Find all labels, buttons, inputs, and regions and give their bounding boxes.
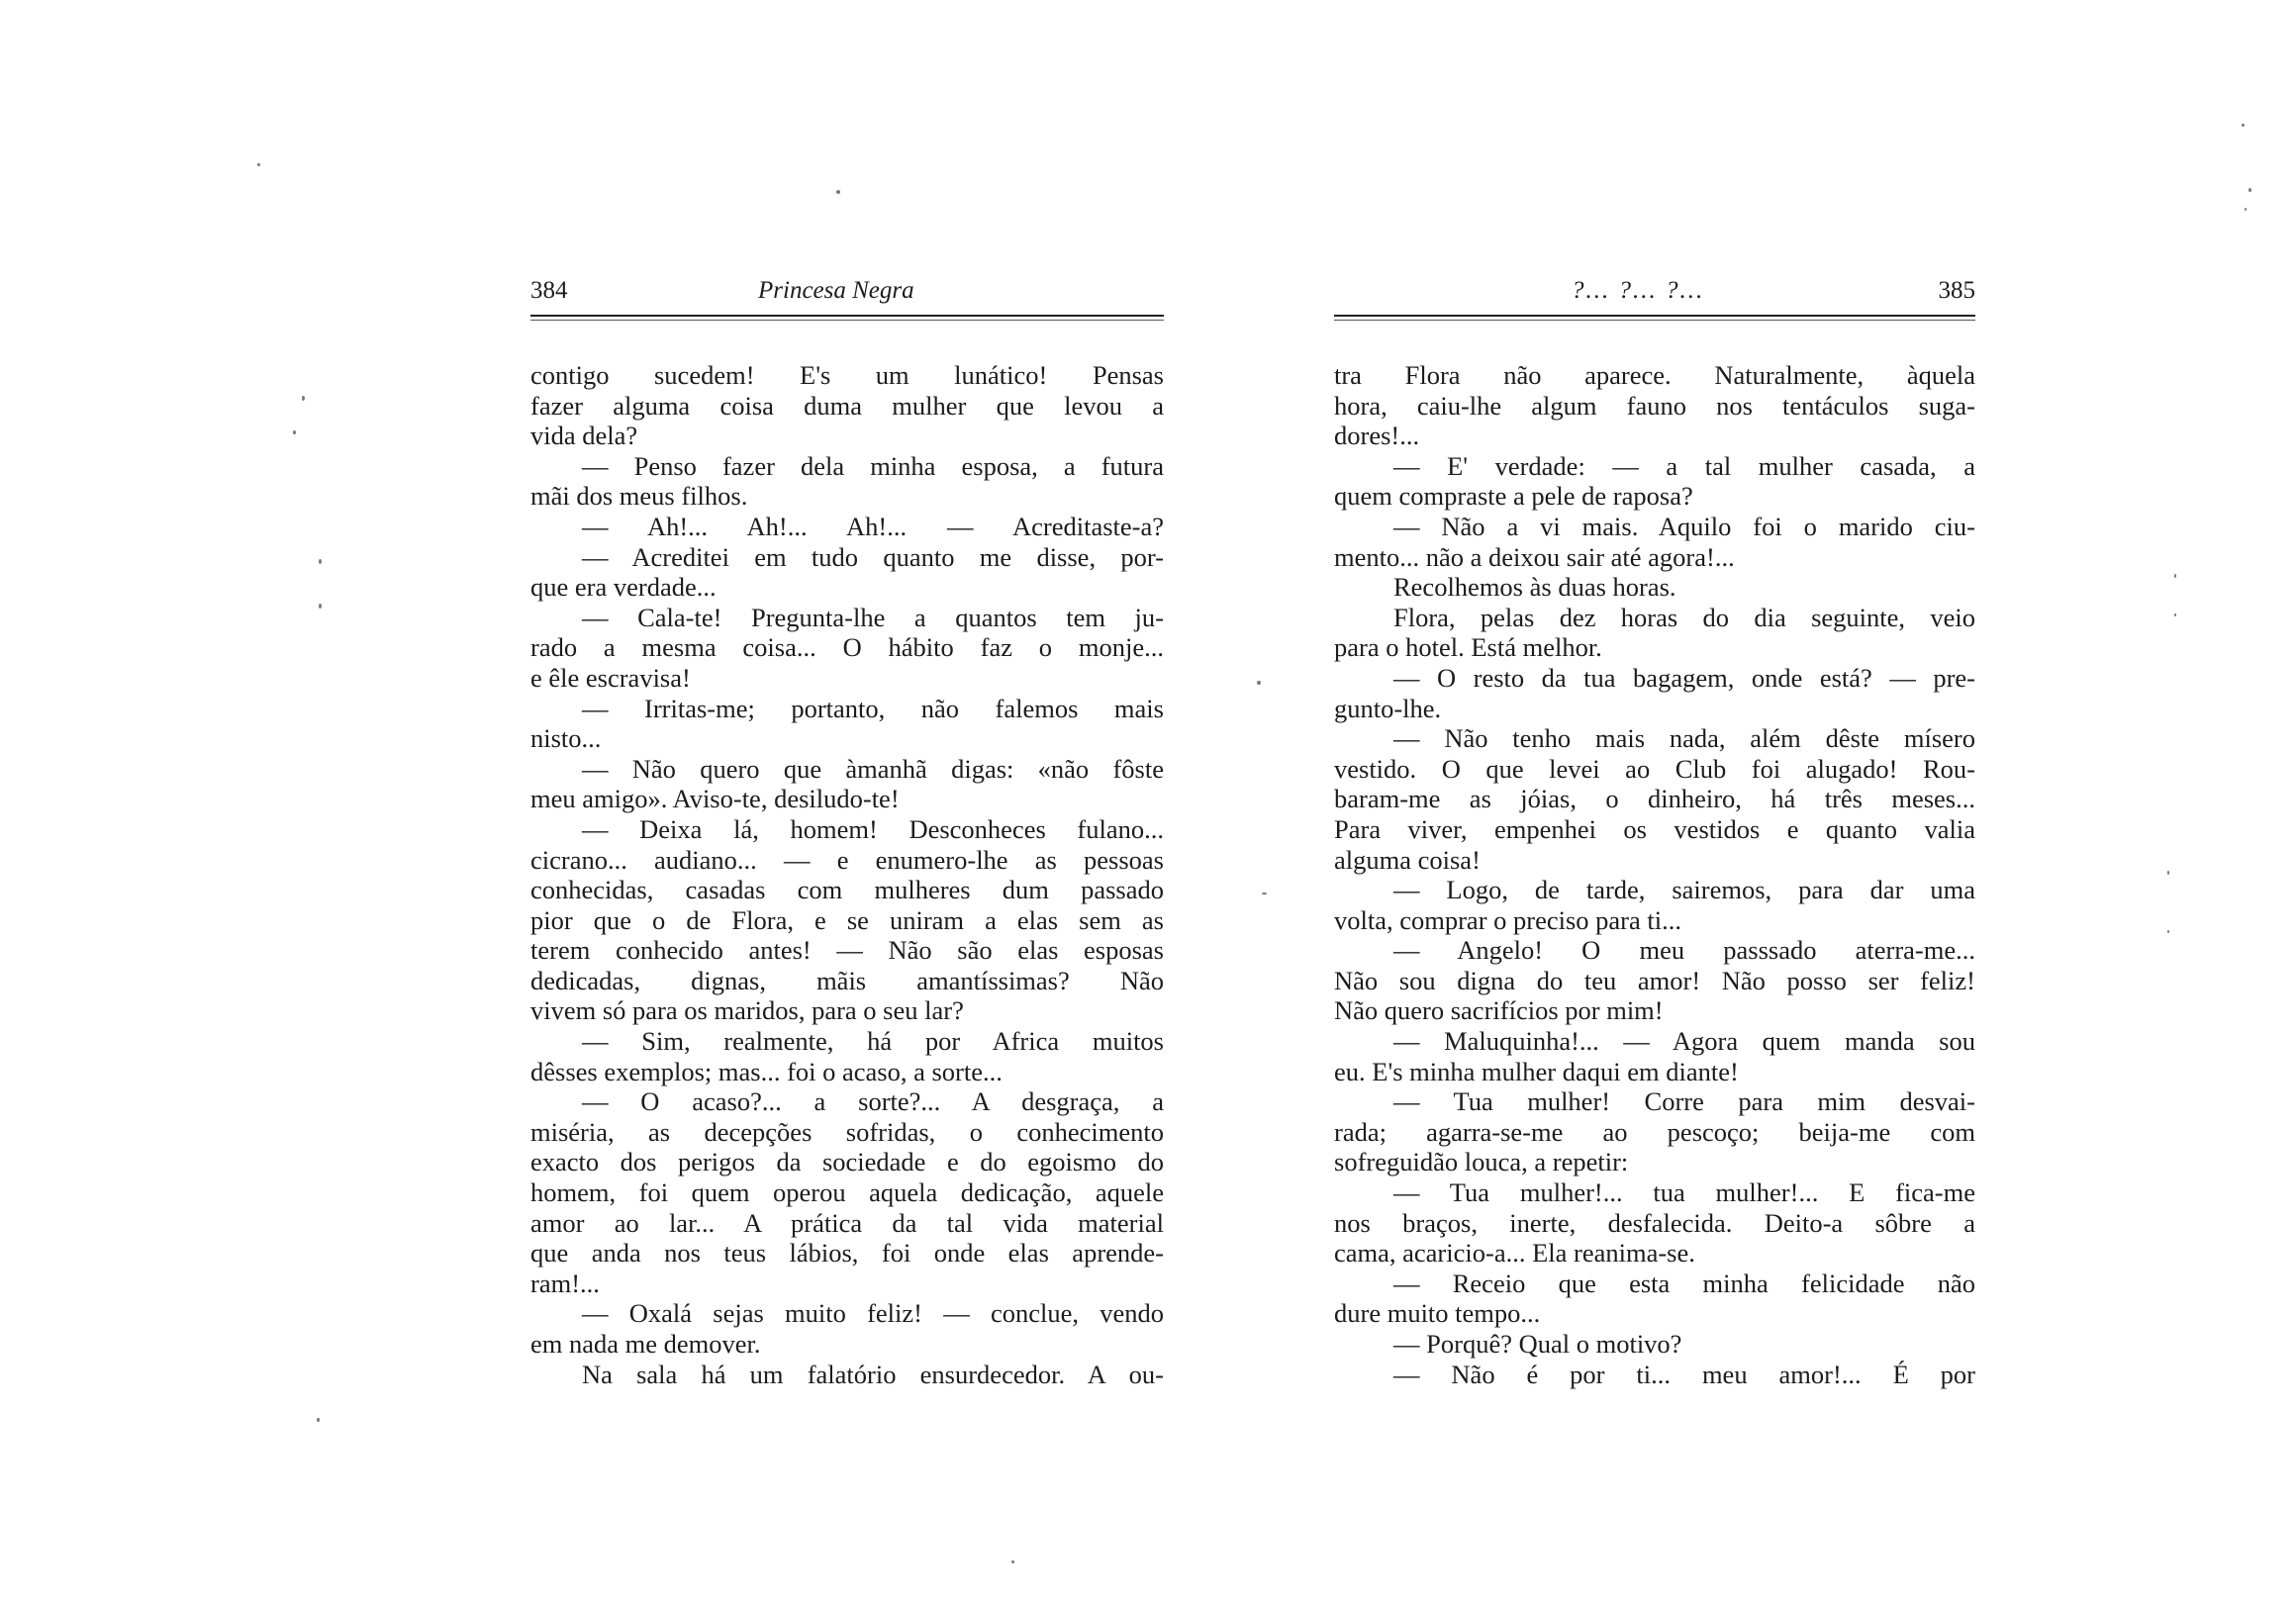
scan-speck <box>302 396 305 401</box>
text-line: e êle escravisa! <box>530 662 691 693</box>
text-line: — Ah!... Ah!... Ah!... — Acreditaste-a? <box>582 511 1164 541</box>
header-rule <box>530 315 1164 317</box>
text-line: — E' verdade: — a tal mulher casada, a <box>1393 450 1975 481</box>
text-line: mento... não a deixou sair até agora!... <box>1334 541 1735 572</box>
scan-speck <box>319 559 322 564</box>
scan-speck <box>257 163 260 166</box>
header-rule <box>1334 315 1975 317</box>
text-line: Não sou digna do teu amor! Não posso ser feliz! <box>1334 965 1975 995</box>
text-line: homem, foi quem operou aquela dedicação, aquele <box>530 1177 1164 1208</box>
scan-speck <box>317 1418 320 1422</box>
text-line: eu. E's minha mulher daqui em diante! <box>1334 1056 1739 1086</box>
page-number: 384 <box>530 277 568 304</box>
left-page <box>530 267 1164 1389</box>
text-line: rada; agarra-se-me ao pescoço; beija-me com <box>1334 1116 1975 1147</box>
text-line: para o hotel. Está melhor. <box>1334 632 1602 663</box>
text-line: meu amigo». Aviso-te, desiludo-te! <box>530 784 900 814</box>
text-line: Recolhemos às duas horas. <box>1393 572 1676 603</box>
text-line: — Tua mulher! Corre para mim desvai- <box>1393 1086 1975 1117</box>
text-line: terem conhecido antes! — Não são elas esposas <box>530 935 1164 966</box>
text-line: — Angelo! O meu passsado aterra-me... <box>1393 935 1975 966</box>
text-line: tra Flora não aparece. Naturalmente, àquela <box>1334 360 1975 390</box>
text-line: — O resto da tua bagagem, onde está? — pre- <box>1393 662 1975 693</box>
text-line: — Penso fazer dela minha esposa, a futura <box>582 450 1164 481</box>
text-line: vida dela? <box>530 421 638 451</box>
header-rule-thin <box>1334 320 1975 321</box>
text-line: pior que o de Flora, e se uniram a elas sem as <box>530 904 1164 935</box>
text-line: dores!... <box>1334 421 1420 451</box>
left-page-text <box>530 360 1164 1389</box>
text-line: Não quero sacrifícios por mim! <box>1334 995 1664 1026</box>
text-line: mãi dos meus filhos. <box>530 481 748 512</box>
scan-speck <box>2174 574 2176 578</box>
text-line: vestido. O que levei ao Club foi alugado! Rou- <box>1334 753 1975 784</box>
text-line: Flora, pelas dez horas do dia seguinte, veio <box>1393 602 1975 632</box>
running-title: ?... ?... ?... <box>1572 277 1705 304</box>
scan-speck <box>2245 208 2247 211</box>
text-line: nisto... <box>530 723 602 754</box>
scan-speck <box>1257 681 1261 685</box>
text-line: que era verdade... <box>530 572 717 603</box>
text-line: vivem só para os maridos, para o seu lar? <box>530 995 964 1026</box>
right-page <box>1334 267 1975 1389</box>
text-line: que anda nos teus lábios, foi onde elas aprende- <box>530 1238 1164 1269</box>
text-line: — Sim, realmente, há por Africa muitos <box>582 1026 1164 1057</box>
text-line: contigo sucedem! E's um lunático! Pensas <box>530 360 1164 390</box>
text-line: nos braços, inerte, desfalecida. Deito-a sôbre a <box>1334 1207 1975 1238</box>
text-line: alguma coisa! <box>1334 844 1481 875</box>
running-title: Princesa Negra <box>758 277 914 304</box>
text-line: hora, caiu-lhe algum fauno nos tentáculos suga- <box>1334 390 1975 421</box>
text-line: dedicadas, dignas, mãis amantíssimas? Não <box>530 965 1164 995</box>
text-line: exacto dos perigos da sociedade e do egoismo do <box>530 1147 1164 1177</box>
scan-speck <box>319 604 322 609</box>
scan-speck <box>2242 124 2245 127</box>
text-line: baram-me as jóias, o dinheiro, há três meses... <box>1334 784 1975 814</box>
scan-speck <box>2167 930 2169 933</box>
text-line: fazer alguma coisa duma mulher que levou a <box>530 390 1164 421</box>
scan-speck <box>1011 1560 1014 1563</box>
text-line: ram!... <box>530 1268 600 1298</box>
text-line: — Logo, de tarde, sairemos, para dar uma <box>1393 875 1975 905</box>
text-line: — Cala-te! Pregunta-lhe a quantos tem ju- <box>582 602 1164 632</box>
text-line: — Receio que esta minha felicidade não <box>1393 1268 1975 1298</box>
header-rule-thin <box>530 320 1164 321</box>
right-page-header <box>1334 267 1975 307</box>
text-line: — O acaso?... a sorte?... A desgraça, a <box>582 1086 1164 1117</box>
text-line: — Maluquinha!... — Agora quem manda sou <box>1393 1026 1975 1057</box>
text-line: cicrano... audiano... — e enumero-lhe as pessoas <box>530 844 1164 875</box>
text-line: sofreguidão louca, a repetir: <box>1334 1147 1629 1177</box>
text-line: em nada me demover. <box>530 1329 761 1359</box>
text-line: — Não quero que àmanhã digas: «não fôste <box>582 753 1164 784</box>
scan-speck <box>2174 613 2176 616</box>
text-line: — Acreditei em tudo quanto me disse, por- <box>582 541 1164 572</box>
text-line: — Não é por ti... meu amor!... É por <box>1393 1359 1975 1389</box>
text-line: — Deixa lá, homem! Desconheces fulano... <box>582 813 1164 844</box>
text-line: conhecidas, casadas com mulheres dum passado <box>530 875 1164 905</box>
scan-speck <box>1262 893 1267 894</box>
left-page-header <box>530 267 1164 307</box>
text-line: rado a mesma coisa... O hábito faz o monje... <box>530 632 1164 663</box>
scan-speck <box>2167 871 2169 875</box>
scan-speck <box>836 190 840 194</box>
text-line: — Não tenho mais nada, além dêste mísero <box>1393 723 1975 754</box>
text-line: cama, acaricio-a... Ela reanima-se. <box>1334 1238 1695 1269</box>
text-line: — Não a vi mais. Aquilo foi o marido ciu- <box>1393 511 1975 541</box>
scan-speck <box>2248 188 2251 192</box>
scan-speck <box>293 430 296 434</box>
text-line: dure muito tempo... <box>1334 1298 1541 1329</box>
text-line: — Irritas-me; portanto, não falemos mais <box>582 693 1164 723</box>
text-line: — Tua mulher!... tua mulher!... E fica-me <box>1393 1177 1975 1208</box>
text-line: amor ao lar... A prática da tal vida material <box>530 1207 1164 1238</box>
text-line: dêsses exemplos; mas... foi o acaso, a sorte... <box>530 1056 1003 1086</box>
text-line: volta, comprar o preciso para ti... <box>1334 904 1681 935</box>
page-number: 385 <box>1938 277 1975 304</box>
text-line: miséria, as decepções sofridas, o conhecimento <box>530 1116 1164 1147</box>
text-line: quem compraste a pele de raposa? <box>1334 481 1693 512</box>
text-line: gunto-lhe. <box>1334 693 1442 723</box>
text-line: Para viver, empenhei os vestidos e quanto valia <box>1334 813 1975 844</box>
right-page-text <box>1334 360 1975 1389</box>
text-line: — Oxalá sejas muito feliz! — conclue, vendo <box>582 1298 1164 1329</box>
text-line: — Porquê? Qual o motivo? <box>1393 1329 1682 1359</box>
text-line: Na sala há um falatório ensurdecedor. A ou- <box>582 1359 1164 1389</box>
